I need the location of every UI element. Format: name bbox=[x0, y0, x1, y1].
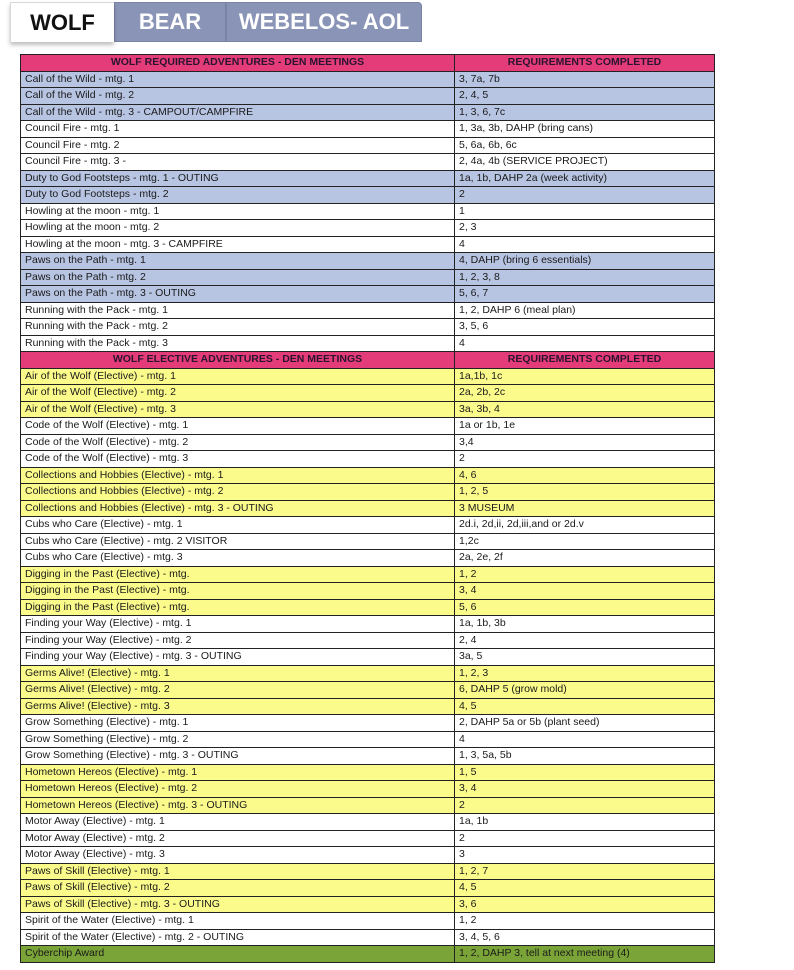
requirements-cell: 2d.i, 2d,ii, 2d,iii,and or 2d.v bbox=[455, 517, 715, 534]
adventure-meeting-cell: Duty to God Footsteps - mtg. 2 bbox=[21, 187, 455, 204]
adventure-meeting-cell: Grow Something (Elective) - mtg. 1 bbox=[21, 715, 455, 732]
requirements-cell: 1a, 1b, 3b bbox=[455, 616, 715, 633]
requirements-cell: 1, 2, 5 bbox=[455, 484, 715, 501]
section-header-title: WOLF ELECTIVE ADVENTURES - DEN MEETINGS bbox=[21, 352, 455, 369]
requirements-cell: 3, 4 bbox=[455, 781, 715, 798]
adventure-meeting-cell: Hometown Hereos (Elective) - mtg. 2 bbox=[21, 781, 455, 798]
table-row bbox=[21, 698, 715, 715]
table-row bbox=[21, 220, 715, 237]
requirements-cell: 2, 4 bbox=[455, 632, 715, 649]
requirements-cell: 5, 6a, 6b, 6c bbox=[455, 137, 715, 154]
table-row bbox=[21, 154, 715, 171]
requirements-cell: 1, 2 bbox=[455, 913, 715, 930]
adventure-meeting-cell: Air of the Wolf (Elective) - mtg. 2 bbox=[21, 385, 455, 402]
adventure-meeting-cell: Code of the Wolf (Elective) - mtg. 1 bbox=[21, 418, 455, 435]
requirements-cell: 2 bbox=[455, 187, 715, 204]
adventure-meeting-cell: Cubs who Care (Elective) - mtg. 1 bbox=[21, 517, 455, 534]
requirements-cell: 3,4 bbox=[455, 434, 715, 451]
requirements-cell: 1 bbox=[455, 203, 715, 220]
requirements-cell: 2a, 2b, 2c bbox=[455, 385, 715, 402]
requirements-cell: 2a, 2e, 2f bbox=[455, 550, 715, 567]
adventure-meeting-cell: Council Fire - mtg. 3 - bbox=[21, 154, 455, 171]
table-row bbox=[21, 121, 715, 138]
adventure-meeting-cell: Cyberchip Award bbox=[21, 946, 455, 963]
requirements-cell: 3 bbox=[455, 847, 715, 864]
table-row bbox=[21, 814, 715, 831]
adventure-meeting-cell: Duty to God Footsteps - mtg. 1 - OUTING bbox=[21, 170, 455, 187]
requirements-cell: 1, 2, 3, 8 bbox=[455, 269, 715, 286]
requirements-cell: 3, 6 bbox=[455, 896, 715, 913]
requirements-cell: 3 MUSEUM bbox=[455, 500, 715, 517]
table-row bbox=[21, 929, 715, 946]
adventure-meeting-cell: Code of the Wolf (Elective) - mtg. 2 bbox=[21, 434, 455, 451]
table-row bbox=[21, 88, 715, 105]
table-row bbox=[21, 434, 715, 451]
adventure-meeting-cell: Call of the Wild - mtg. 2 bbox=[21, 88, 455, 105]
table-row bbox=[21, 170, 715, 187]
table-row bbox=[21, 616, 715, 633]
table-row bbox=[21, 253, 715, 270]
adventure-meeting-cell: Hometown Hereos (Elective) - mtg. 3 - OUTING bbox=[21, 797, 455, 814]
adventure-meeting-cell: Paws on the Path - mtg. 3 - OUTING bbox=[21, 286, 455, 303]
requirements-cell: 1, 2, DAHP 3, tell at next meeting (4) bbox=[455, 946, 715, 963]
section-header-row bbox=[21, 55, 715, 72]
adventure-meeting-cell: Digging in the Past (Elective) - mtg. bbox=[21, 599, 455, 616]
adventure-meeting-cell: Howling at the moon - mtg. 2 bbox=[21, 220, 455, 237]
requirements-cell: 2 bbox=[455, 797, 715, 814]
requirements-cell: 3, 5, 6 bbox=[455, 319, 715, 336]
tab-bear[interactable]: BEAR bbox=[114, 2, 226, 42]
table-row bbox=[21, 550, 715, 567]
requirements-cell: 1, 3, 6, 7c bbox=[455, 104, 715, 121]
table-row bbox=[21, 500, 715, 517]
adventure-meeting-cell: Call of the Wild - mtg. 1 bbox=[21, 71, 455, 88]
table-row bbox=[21, 187, 715, 204]
adventure-meeting-cell: Air of the Wolf (Elective) - mtg. 1 bbox=[21, 368, 455, 385]
table-row bbox=[21, 847, 715, 864]
table-row bbox=[21, 236, 715, 253]
table-row bbox=[21, 104, 715, 121]
adventure-meeting-cell: Paws of Skill (Elective) - mtg. 1 bbox=[21, 863, 455, 880]
table-row bbox=[21, 385, 715, 402]
requirements-cell: 1, 2, 7 bbox=[455, 863, 715, 880]
requirements-cell: 4 bbox=[455, 236, 715, 253]
adventure-meeting-cell: Council Fire - mtg. 1 bbox=[21, 121, 455, 138]
section-header-row bbox=[21, 352, 715, 369]
requirements-cell: 1, 5 bbox=[455, 764, 715, 781]
table-row bbox=[21, 418, 715, 435]
requirements-cell: 1, 2 bbox=[455, 566, 715, 583]
adventure-meeting-cell: Spirit of the Water (Elective) - mtg. 1 bbox=[21, 913, 455, 930]
table-row bbox=[21, 599, 715, 616]
table-row bbox=[21, 748, 715, 765]
adventure-meeting-cell: Running with the Pack - mtg. 3 bbox=[21, 335, 455, 352]
table-row bbox=[21, 451, 715, 468]
requirements-cell: 1a or 1b, 1e bbox=[455, 418, 715, 435]
requirements-cell: 1, 2, 3 bbox=[455, 665, 715, 682]
table-row bbox=[21, 682, 715, 699]
table-row bbox=[21, 335, 715, 352]
adventure-meeting-cell: Motor Away (Elective) - mtg. 2 bbox=[21, 830, 455, 847]
adventure-meeting-cell: Motor Away (Elective) - mtg. 1 bbox=[21, 814, 455, 831]
adventure-meeting-cell: Finding your Way (Elective) - mtg. 2 bbox=[21, 632, 455, 649]
table-row bbox=[21, 467, 715, 484]
table-row bbox=[21, 731, 715, 748]
section-header-requirements: REQUIREMENTS COMPLETED bbox=[455, 55, 715, 72]
requirements-cell: 2, 4, 5 bbox=[455, 88, 715, 105]
table-row bbox=[21, 830, 715, 847]
table-row bbox=[21, 715, 715, 732]
table-row bbox=[21, 665, 715, 682]
adventure-meeting-cell: Collections and Hobbies (Elective) - mtg. 2 bbox=[21, 484, 455, 501]
tab-bar bbox=[10, 2, 412, 44]
adventure-meeting-cell: Paws on the Path - mtg. 2 bbox=[21, 269, 455, 286]
table-row bbox=[21, 286, 715, 303]
table-row bbox=[21, 368, 715, 385]
adventure-meeting-cell: Digging in the Past (Elective) - mtg. bbox=[21, 583, 455, 600]
table-row bbox=[21, 484, 715, 501]
adventure-meeting-cell: Collections and Hobbies (Elective) - mtg. 1 bbox=[21, 467, 455, 484]
adventure-meeting-cell: Germs Alive! (Elective) - mtg. 2 bbox=[21, 682, 455, 699]
adventure-meeting-cell: Air of the Wolf (Elective) - mtg. 3 bbox=[21, 401, 455, 418]
table-row bbox=[21, 319, 715, 336]
requirements-cell: 4, 5 bbox=[455, 698, 715, 715]
table-row bbox=[21, 913, 715, 930]
requirements-cell: 1, 3a, 3b, DAHP (bring cans) bbox=[455, 121, 715, 138]
requirements-cell: 3, 4, 5, 6 bbox=[455, 929, 715, 946]
requirements-cell: 4 bbox=[455, 731, 715, 748]
tab-webelos-aol[interactable]: WEBELOS- AOL bbox=[226, 2, 422, 42]
table-row bbox=[21, 863, 715, 880]
requirements-cell: 4, DAHP (bring 6 essentials) bbox=[455, 253, 715, 270]
adventure-meeting-cell: Finding your Way (Elective) - mtg. 1 bbox=[21, 616, 455, 633]
table-row bbox=[21, 583, 715, 600]
requirements-cell: 2 bbox=[455, 830, 715, 847]
table-row bbox=[21, 203, 715, 220]
table-row bbox=[21, 632, 715, 649]
table-row bbox=[21, 71, 715, 88]
adventure-meeting-cell: Cubs who Care (Elective) - mtg. 2 VISITOR bbox=[21, 533, 455, 550]
adventure-meeting-cell: Finding your Way (Elective) - mtg. 3 - OUTING bbox=[21, 649, 455, 666]
requirements-cell: 1, 2, DAHP 6 (meal plan) bbox=[455, 302, 715, 319]
table-row bbox=[21, 764, 715, 781]
tab-wolf[interactable]: WOLF bbox=[10, 2, 114, 42]
adventure-meeting-cell: Grow Something (Elective) - mtg. 3 - OUTING bbox=[21, 748, 455, 765]
requirements-cell: 5, 6 bbox=[455, 599, 715, 616]
adventure-meeting-cell: Motor Away (Elective) - mtg. 3 bbox=[21, 847, 455, 864]
requirements-cell: 4, 5 bbox=[455, 880, 715, 897]
requirements-cell: 2 bbox=[455, 451, 715, 468]
requirements-cell: 2, 3 bbox=[455, 220, 715, 237]
adventure-meeting-cell: Call of the Wild - mtg. 3 - CAMPOUT/CAMPFIRE bbox=[21, 104, 455, 121]
table-row bbox=[21, 880, 715, 897]
requirements-cell: 3, 7a, 7b bbox=[455, 71, 715, 88]
table-row bbox=[21, 896, 715, 913]
adventure-meeting-cell: Running with the Pack - mtg. 2 bbox=[21, 319, 455, 336]
requirements-cell: 2, 4a, 4b (SERVICE PROJECT) bbox=[455, 154, 715, 171]
requirements-cell: 3a, 3b, 4 bbox=[455, 401, 715, 418]
table-row bbox=[21, 533, 715, 550]
table-row bbox=[21, 269, 715, 286]
adventure-meeting-cell: Hometown Hereos (Elective) - mtg. 1 bbox=[21, 764, 455, 781]
adventure-meeting-cell: Spirit of the Water (Elective) - mtg. 2 - OUTING bbox=[21, 929, 455, 946]
requirements-cell: 4, 6 bbox=[455, 467, 715, 484]
table-row bbox=[21, 302, 715, 319]
table-row bbox=[21, 649, 715, 666]
table-row bbox=[21, 137, 715, 154]
requirements-cell: 1,2c bbox=[455, 533, 715, 550]
table-row bbox=[21, 946, 715, 963]
adventure-meeting-cell: Collections and Hobbies (Elective) - mtg. 3 - OUTING bbox=[21, 500, 455, 517]
requirements-cell: 3a, 5 bbox=[455, 649, 715, 666]
adventure-meeting-cell: Howling at the moon - mtg. 3 - CAMPFIRE bbox=[21, 236, 455, 253]
table-row bbox=[21, 781, 715, 798]
adventure-meeting-cell: Paws of Skill (Elective) - mtg. 2 bbox=[21, 880, 455, 897]
adventure-meeting-cell: Grow Something (Elective) - mtg. 2 bbox=[21, 731, 455, 748]
requirements-cell: 3, 4 bbox=[455, 583, 715, 600]
adventure-meeting-cell: Cubs who Care (Elective) - mtg. 3 bbox=[21, 550, 455, 567]
table-row bbox=[21, 797, 715, 814]
section-header-title: WOLF REQUIRED ADVENTURES - DEN MEETINGS bbox=[21, 55, 455, 72]
requirements-cell: 6, DAHP 5 (grow mold) bbox=[455, 682, 715, 699]
adventures-table bbox=[20, 54, 715, 963]
requirements-cell: 5, 6, 7 bbox=[455, 286, 715, 303]
requirements-cell: 1a,1b, 1c bbox=[455, 368, 715, 385]
adventure-meeting-cell: Paws of Skill (Elective) - mtg. 3 - OUTING bbox=[21, 896, 455, 913]
adventure-meeting-cell: Council Fire - mtg. 2 bbox=[21, 137, 455, 154]
adventure-meeting-cell: Running with the Pack - mtg. 1 bbox=[21, 302, 455, 319]
adventure-meeting-cell: Howling at the moon - mtg. 1 bbox=[21, 203, 455, 220]
adventure-meeting-cell: Germs Alive! (Elective) - mtg. 3 bbox=[21, 698, 455, 715]
adventure-meeting-cell: Code of the Wolf (Elective) - mtg. 3 bbox=[21, 451, 455, 468]
table-row bbox=[21, 517, 715, 534]
requirements-cell: 1a, 1b bbox=[455, 814, 715, 831]
adventure-meeting-cell: Paws on the Path - mtg. 1 bbox=[21, 253, 455, 270]
adventure-meeting-cell: Germs Alive! (Elective) - mtg. 1 bbox=[21, 665, 455, 682]
section-header-requirements: REQUIREMENTS COMPLETED bbox=[455, 352, 715, 369]
requirements-cell: 4 bbox=[455, 335, 715, 352]
requirements-cell: 1, 3, 5a, 5b bbox=[455, 748, 715, 765]
table-row bbox=[21, 401, 715, 418]
requirements-cell: 1a, 1b, DAHP 2a (week activity) bbox=[455, 170, 715, 187]
requirements-cell: 2, DAHP 5a or 5b (plant seed) bbox=[455, 715, 715, 732]
table-row bbox=[21, 566, 715, 583]
adventure-meeting-cell: Digging in the Past (Elective) - mtg. bbox=[21, 566, 455, 583]
